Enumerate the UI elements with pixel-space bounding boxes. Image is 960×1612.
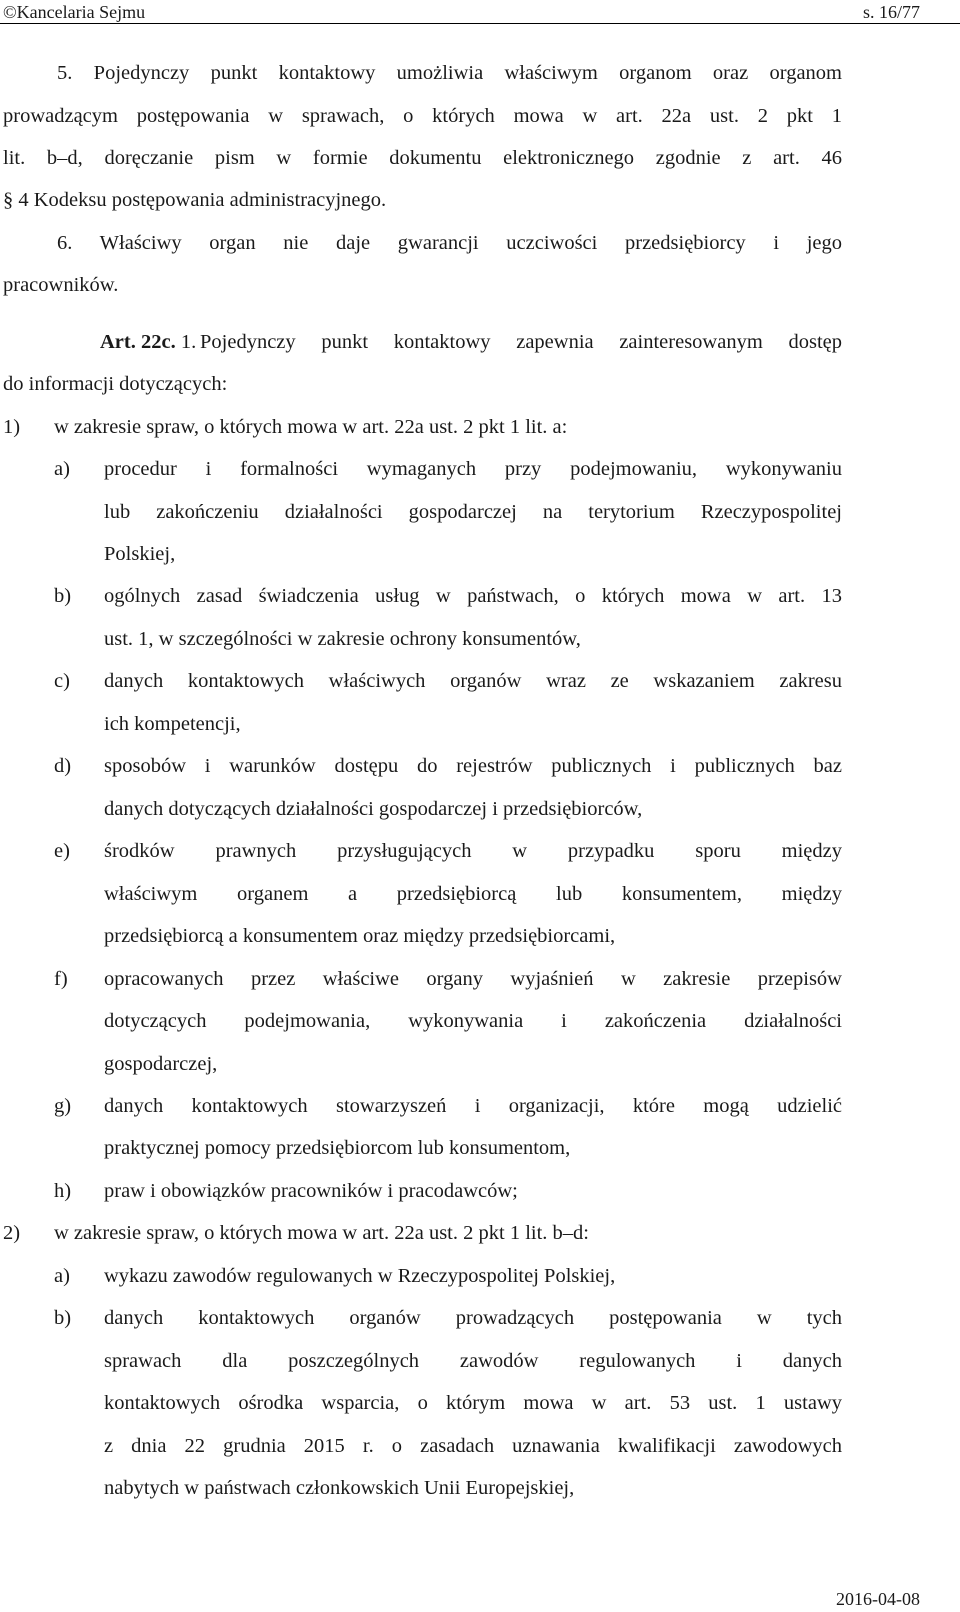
- text-line: Pojedynczy punkt kontaktowy zapewnia zainteresowanym dostęp: [200, 331, 842, 353]
- article-label: Art. 22c.: [100, 331, 176, 353]
- text-line: lub zakończeniu działalności gospodarczej na terytorium Rzeczypospolitej: [104, 501, 842, 523]
- text-line: ust. 1, w szczególności w zakresie ochrony konsumentów,: [104, 628, 581, 650]
- text-line: przedsiębiorcą a konsumentem oraz między przedsiębiorcami,: [104, 925, 616, 947]
- text-line: nabytych w państwach członkowskich Unii Europejskiej,: [104, 1477, 575, 1499]
- text-line: d): [54, 755, 72, 777]
- text-line: e): [54, 840, 70, 862]
- text-line: praw i obowiązków pracowników i pracodawców;: [104, 1180, 518, 1202]
- text-line: danych dotyczących działalności gospodarczej i przedsiębiorców,: [104, 798, 643, 820]
- text-line: w zakresie spraw, o których mowa w art. 22a ust. 2 pkt 1 lit. a:: [54, 416, 568, 438]
- text-line: ich kompetencji,: [104, 713, 241, 735]
- text-line: Polskiej,: [104, 543, 176, 565]
- text-line: danych kontaktowych organów prowadzących postępowania w tych: [104, 1307, 842, 1329]
- text-line: w zakresie spraw, o których mowa w art. 22a ust. 2 pkt 1 lit. b–d:: [54, 1222, 589, 1244]
- text-line: 5. Pojedynczy punkt kontaktowy umożliwia właściwym organom oraz organom: [57, 62, 842, 84]
- text-line: dotyczących podejmowania, wykonywania i zakończenia działalności: [104, 1010, 842, 1032]
- header-page-number: s. 16/77: [862, 2, 920, 22]
- footer-date: 2016-04-08: [836, 1589, 920, 1609]
- text-line: procedur i formalności wymaganych przy podejmowaniu, wykonywaniu: [104, 458, 842, 480]
- text-line: f): [54, 968, 68, 990]
- text-line: lit. b–d, doręczanie pism w formie dokumentu elektronicznego zgodnie z art. 46: [3, 147, 842, 169]
- article-heading: [100, 327, 196, 357]
- text-line: opracowanych przez właściwe organy wyjaśnień w zakresie przepisów: [104, 968, 842, 990]
- text-line: ogólnych zasad świadczenia usług w państwach, o których mowa w art. 13: [104, 585, 842, 607]
- article-paragraph-number: 1.: [180, 331, 197, 353]
- text-line: praktycznej pomocy przedsiębiorcom lub konsumentom,: [104, 1137, 571, 1159]
- text-line: 2): [3, 1222, 21, 1244]
- text-line: 1): [3, 416, 21, 438]
- text-line: kontaktowych ośrodka wsparcia, o którym mowa w art. 53 ust. 1 ustawy: [104, 1392, 842, 1414]
- header-rule: [0, 23, 960, 24]
- text-line: sprawach dla poszczególnych zawodów regulowanych i danych: [104, 1350, 842, 1372]
- text-line: b): [54, 1307, 72, 1329]
- text-line: gospodarczej,: [104, 1053, 218, 1075]
- text-line: danych kontaktowych właściwych organów wraz ze wskazaniem zakresu: [104, 670, 842, 692]
- text-line: właściwym organem a przedsiębiorcą lub konsumentem, między: [104, 883, 842, 905]
- text-line: prowadzącym postępowania w sprawach, o których mowa w art. 22a ust. 2 pkt 1: [3, 105, 842, 127]
- text-line: danych kontaktowych stowarzyszeń i organizacji, które mogą udzielić: [104, 1095, 842, 1117]
- text-line: środków prawnych przysługujących w przypadku sporu między: [104, 840, 842, 862]
- text-line: § 4 Kodeksu postępowania administracyjnego.: [3, 189, 387, 211]
- text-line: 6. Właściwy organ nie daje gwarancji uczciwości przedsiębiorcy i jego: [57, 232, 842, 254]
- text-line: wykazu zawodów regulowanych w Rzeczypospolitej Polskiej,: [104, 1265, 616, 1287]
- text-line: pracowników.: [3, 274, 119, 296]
- text-line: g): [54, 1095, 72, 1117]
- text-line: a): [54, 1265, 70, 1287]
- text-line: h): [54, 1180, 72, 1202]
- header-source: ©Kancelaria Sejmu: [3, 2, 146, 22]
- text-line: b): [54, 585, 72, 607]
- text-line: do informacji dotyczących:: [3, 373, 228, 395]
- text-line: c): [54, 670, 70, 692]
- text-line: a): [54, 458, 70, 480]
- text-line: z dnia 22 grudnia 2015 r. o zasadach uznawania kwalifikacji zawodowych: [104, 1435, 842, 1457]
- text-line: sposobów i warunków dostępu do rejestrów publicznych i publicznych baz: [104, 755, 842, 777]
